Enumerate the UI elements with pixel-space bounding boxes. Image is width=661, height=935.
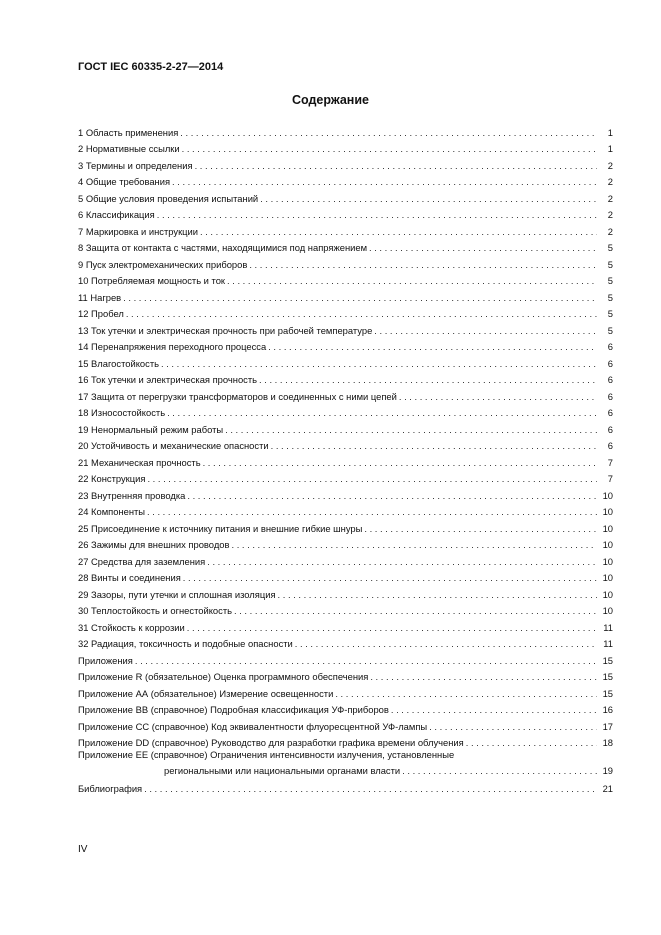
toc-entry-label: Приложения (78, 654, 133, 666)
toc-entry[interactable] (78, 336, 613, 353)
toc-entry-page: 18 (602, 737, 613, 748)
dot-leader (123, 292, 597, 303)
toc-entry-label: 18 Износостойкость (78, 407, 166, 418)
dot-leader (249, 259, 597, 270)
toc-entry[interactable] (78, 649, 613, 666)
dot-leader (402, 765, 597, 776)
dot-leader (203, 457, 597, 468)
toc-entry-page: 21 (602, 782, 613, 794)
toc-entry-page: 7 (607, 456, 613, 468)
dot-leader (157, 209, 597, 220)
toc-entry-page: 10 (602, 572, 613, 583)
toc-entry[interactable] (78, 534, 613, 551)
toc-entry[interactable] (78, 666, 613, 683)
toc-entry-label: 6 Классификация (78, 209, 155, 220)
dot-leader (374, 325, 597, 336)
toc-entry-page: 15 (602, 654, 613, 666)
toc-entry-label: 1 Область применения (78, 126, 179, 138)
dot-leader (135, 655, 597, 666)
toc-entry[interactable] (78, 286, 613, 303)
toc-entry[interactable] (78, 600, 613, 617)
toc-entry-page: 11 (603, 621, 613, 633)
toc-entry-page: 6 (607, 423, 613, 435)
toc-entry-label: Приложение ЕЕ (справочное) Ограничения интенсивности излучения, установленные (78, 749, 455, 760)
toc-entry[interactable] (78, 352, 613, 369)
toc-entry[interactable] (78, 633, 613, 650)
dot-leader (335, 688, 597, 699)
toc-entry-page: 16 (602, 704, 613, 715)
toc-entry-label: 3 Термины и определения (78, 159, 193, 171)
toc-entry-page: 5 (607, 258, 613, 270)
toc-entry-page: 2 (607, 192, 613, 204)
toc-entry[interactable] (78, 319, 613, 336)
toc-entry-label: 31 Стойкость к коррозии (78, 621, 185, 633)
dot-leader (207, 556, 597, 567)
toc-entry-page: 5 (607, 275, 613, 286)
toc-entry-label: 16 Ток утечки и электрическая прочность (78, 374, 258, 385)
toc-entry-page: 6 (607, 407, 613, 418)
toc-entry-page: 2 (607, 209, 613, 220)
toc-entry[interactable] (78, 402, 613, 419)
toc-entry[interactable] (78, 777, 613, 794)
toc-entry-label: 8 Защита от контакта с частями, находящимися под напряжением (78, 242, 368, 253)
dot-leader (180, 127, 597, 138)
dot-leader (227, 275, 597, 286)
dot-leader (391, 704, 597, 715)
toc-entry-page: 1 (607, 143, 613, 154)
toc-entry[interactable] (78, 385, 613, 402)
toc-entry-page: 10 (602, 522, 613, 534)
dot-leader (187, 622, 597, 633)
toc-entry-page: 19 (602, 765, 613, 776)
toc-entry-page: 6 (607, 374, 613, 385)
toc-entry-label: 2 Нормативные ссылки (78, 143, 180, 154)
toc-entry-page: 10 (602, 489, 613, 501)
toc-entry[interactable] (78, 204, 613, 221)
toc-entry[interactable] (78, 616, 613, 633)
toc-entry-page: 7 (607, 473, 613, 484)
toc-entry[interactable] (78, 550, 613, 567)
dot-leader (429, 721, 597, 732)
toc-entry-label: 20 Устойчивость и механические опасности (78, 440, 269, 451)
dot-leader (182, 143, 597, 154)
toc-entry[interactable] (78, 303, 613, 320)
toc-entry-page: 2 (607, 176, 613, 187)
toc-entry-page: 5 (607, 324, 613, 336)
toc-entry-label: 7 Маркировка и инструкции (78, 225, 199, 237)
toc-entry-label: 25 Присоединение к источнику питания и внешние гибкие шнуры (78, 522, 363, 534)
toc-entry-label: 21 Механическая прочность (78, 456, 201, 468)
toc-entry-page: 10 (602, 539, 613, 550)
toc-entry[interactable] (78, 715, 613, 732)
toc-entry-page: 1 (607, 126, 613, 138)
toc-entry[interactable] (78, 418, 613, 435)
toc-entry-page: 5 (607, 308, 613, 319)
toc-entry[interactable] (78, 682, 613, 699)
toc-entry[interactable] (78, 220, 613, 237)
toc-entry-label: 28 Винты и соединения (78, 572, 181, 583)
toc-entry[interactable] (78, 484, 613, 501)
dot-leader (466, 737, 597, 748)
dot-leader (370, 671, 597, 682)
toc-entry-label: 29 Зазоры, пути утечки и сплошная изоляция (78, 588, 276, 600)
toc-entry[interactable] (78, 748, 613, 777)
toc-entry-label: Библиография (78, 782, 143, 794)
toc-entry-label: 14 Перенапряжения переходного процесса (78, 341, 267, 352)
dot-leader (172, 176, 597, 187)
toc-entry-label: 5 Общие условия проведения испытаний (78, 192, 259, 204)
dot-leader (295, 638, 597, 649)
toc-entry-label: Приложение R (обязательное) Оценка программного обеспечения (78, 671, 369, 682)
dot-leader (278, 589, 597, 600)
toc-title: Содержание (291, 93, 369, 107)
toc-entry-label: 30 Теплостойкость и огнестойкость (78, 605, 233, 616)
toc-entry-label: 4 Общие требования (78, 176, 171, 187)
toc-entry[interactable] (78, 187, 613, 204)
toc-entry[interactable] (78, 435, 613, 452)
dot-leader (225, 424, 597, 435)
toc-entry[interactable] (78, 468, 613, 485)
dot-leader (183, 572, 597, 583)
toc-entry-label: 15 Влагостойкость (78, 357, 160, 369)
toc-entry-page: 5 (607, 291, 613, 303)
toc-entry-page: 15 (602, 687, 613, 699)
toc-entry-label: Приложение ВВ (справочное) Подробная классификация УФ-приборов (78, 704, 389, 715)
toc-entry-label: 23 Внутренняя проводка (78, 489, 186, 501)
toc-entry-label: 11 Нагрев (78, 291, 122, 303)
toc-entry-label: 12 Пробел (78, 308, 124, 319)
dot-leader (147, 506, 597, 517)
toc-entry[interactable] (78, 517, 613, 534)
toc-entry-label-continuation: региональными или национальными органами власти (164, 765, 401, 776)
toc-entry[interactable] (78, 732, 613, 749)
toc-entry-page: 5 (607, 242, 613, 253)
toc-entry-label: 10 Потребляемая мощность и ток (78, 275, 226, 286)
toc-entry[interactable] (78, 121, 613, 138)
toc-entry[interactable] (78, 253, 613, 270)
toc-entry-label: 26 Зажимы для внешних проводов (78, 539, 230, 550)
toc-entry-page: 15 (602, 671, 613, 682)
toc-entry-page: 6 (607, 341, 613, 352)
toc-entry-page: 11 (603, 638, 613, 649)
toc-entry[interactable] (78, 567, 613, 584)
dot-leader (195, 160, 597, 171)
toc-entry[interactable] (78, 154, 613, 171)
dot-leader (260, 193, 597, 204)
table-of-contents (78, 121, 613, 794)
toc-entry-label: Приложение DD (справочное) Руководство для разработки графика времени облучения (78, 737, 464, 748)
dot-leader (234, 605, 597, 616)
toc-entry-page: 2 (607, 225, 613, 237)
page-number: IV (78, 844, 88, 855)
toc-entry[interactable] (78, 270, 613, 287)
toc-entry[interactable] (78, 699, 613, 716)
toc-entry[interactable] (78, 138, 613, 155)
dot-leader (231, 539, 597, 550)
toc-entry-page: 6 (607, 390, 613, 402)
dot-leader (364, 523, 597, 534)
toc-entry-page: 10 (602, 555, 613, 567)
toc-entry-page: 10 (602, 605, 613, 616)
toc-entry[interactable] (78, 501, 613, 518)
toc-entry-label: 32 Радиация, токсичность и подобные опасности (78, 638, 293, 649)
toc-entry-label: 9 Пуск электромеханических приборов (78, 258, 248, 270)
toc-entry-page: 2 (607, 159, 613, 171)
toc-entry-label: Приложение СС (справочное) Код эквивалентности флуоресцентной УФ-лампы (78, 720, 428, 732)
toc-entry-page: 10 (602, 588, 613, 600)
dot-leader (259, 374, 597, 385)
dot-leader (271, 440, 597, 451)
toc-entry-label: 22 Конструкция (78, 473, 146, 484)
toc-entry-label: 19 Ненормальный режим работы (78, 423, 224, 435)
toc-entry-label: 17 Защита от перегрузки трансформаторов и соединенных с ними цепей (78, 390, 397, 402)
dot-leader (144, 783, 597, 794)
dot-leader (147, 473, 597, 484)
toc-entry-page: 6 (607, 357, 613, 369)
toc-entry-label: 13 Ток утечки и электрическая прочность при рабочей температуре (78, 324, 373, 336)
toc-entry-page: 17 (602, 720, 613, 732)
toc-entry[interactable] (78, 237, 613, 254)
toc-entry-label: Приложение АА (обязательное) Измерение освещенности (78, 687, 334, 699)
dot-leader (369, 242, 597, 253)
dot-leader (268, 341, 597, 352)
standard-code: ГОСТ IEC 60335-2-27—2014 (78, 61, 224, 73)
dot-leader (200, 226, 597, 237)
toc-entry[interactable] (78, 369, 613, 386)
dot-leader (399, 391, 597, 402)
toc-entry[interactable] (78, 171, 613, 188)
toc-entry-page: 6 (607, 440, 613, 451)
toc-entry[interactable] (78, 451, 613, 468)
dot-leader (187, 490, 597, 501)
toc-entry[interactable] (78, 583, 613, 600)
toc-entry-page: 10 (602, 506, 613, 517)
toc-entry-label: 27 Средства для заземления (78, 555, 206, 567)
toc-entry-label: 24 Компоненты (78, 506, 146, 517)
dot-leader (167, 407, 597, 418)
dot-leader (126, 308, 597, 319)
dot-leader (161, 358, 597, 369)
